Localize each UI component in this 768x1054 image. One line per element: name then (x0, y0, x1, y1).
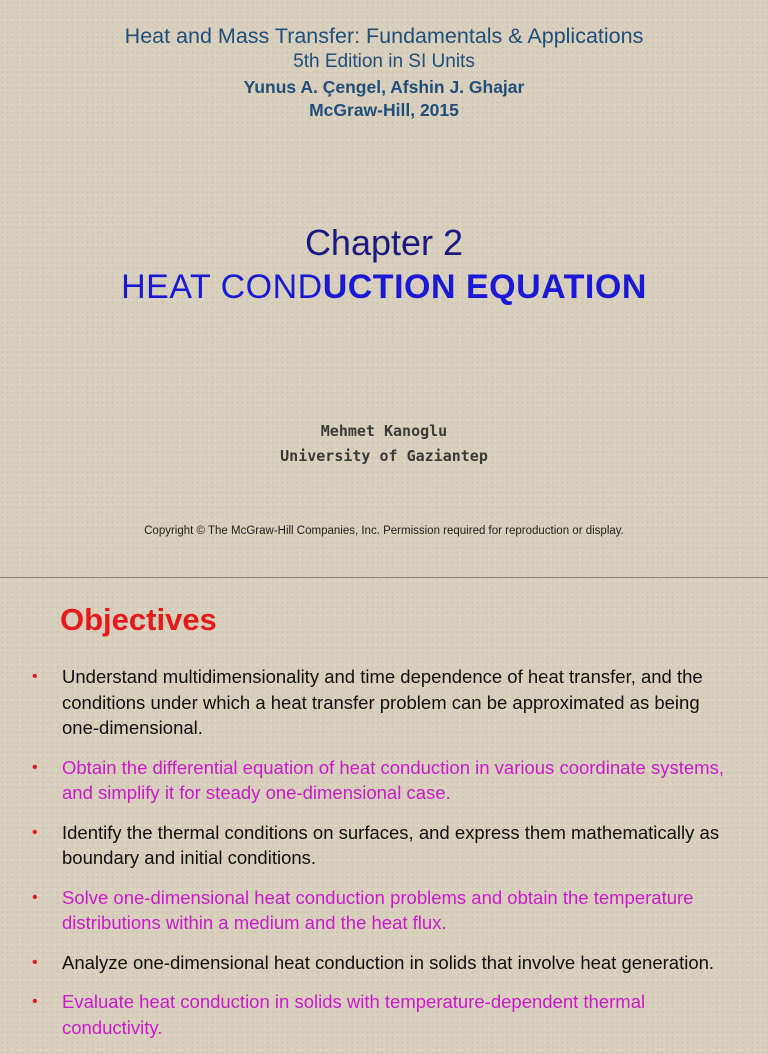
book-title: Heat and Mass Transfer: Fundamentals & Applications (124, 24, 644, 48)
bullet-icon: • (32, 953, 38, 971)
book-publisher: McGraw-Hill, 2015 (309, 100, 459, 120)
objectives-title: Objectives (60, 602, 217, 637)
objective-item: • Solve one-dimensional heat conduction problems and obtain the temperature distributions within a medium and the heat flux. (32, 886, 694, 933)
bullet-icon: • (32, 993, 38, 1010)
chapter-title (0, 268, 768, 307)
objective-item: • Identify the thermal conditions on surfaces, and express them mathematically as boundary and initial conditions. (32, 821, 720, 868)
presenter-name: Mehmet Kanoglu (320, 422, 448, 440)
chapter-title-part2: UCTION EQUATION (322, 268, 647, 306)
book-authors: Yunus A. Çengel, Afshin J. Ghajar (243, 77, 525, 97)
chapter-title-part1: HEAT COND (121, 268, 323, 306)
bullet-icon: • (32, 888, 38, 906)
copyright-notice: Copyright © The McGraw-Hill Companies, Inc. Permission required for reproduction or display. (144, 525, 624, 537)
chapter-number: Chapter 2 (304, 222, 464, 263)
bullet-icon: • (32, 668, 38, 685)
presenter-affiliation: University of Gaziantep (280, 447, 488, 465)
objective-item: • Evaluate heat conduction in solids with temperature-dependent thermal conductivity. (32, 991, 646, 1038)
objective-item: • Obtain the differential equation of heat conduction in various coordinate systems, and simplify it for steady one-dimensional case. (32, 756, 724, 803)
bullet-icon: • (32, 758, 38, 776)
objective-item: • Understand multidimensionality and time dependence of heat transfer, and the conditions under which a heat transfer problem can be approximated as being one-dimensional. (32, 666, 703, 738)
book-edition: 5th Edition in SI Units (293, 51, 475, 72)
bullet-icon: • (32, 823, 38, 841)
objectives-list (28, 664, 738, 1054)
objectives-slide (0, 578, 768, 1038)
objective-item: • Analyze one-dimensional heat conduction in solids that involve heat generation. (28, 950, 738, 976)
